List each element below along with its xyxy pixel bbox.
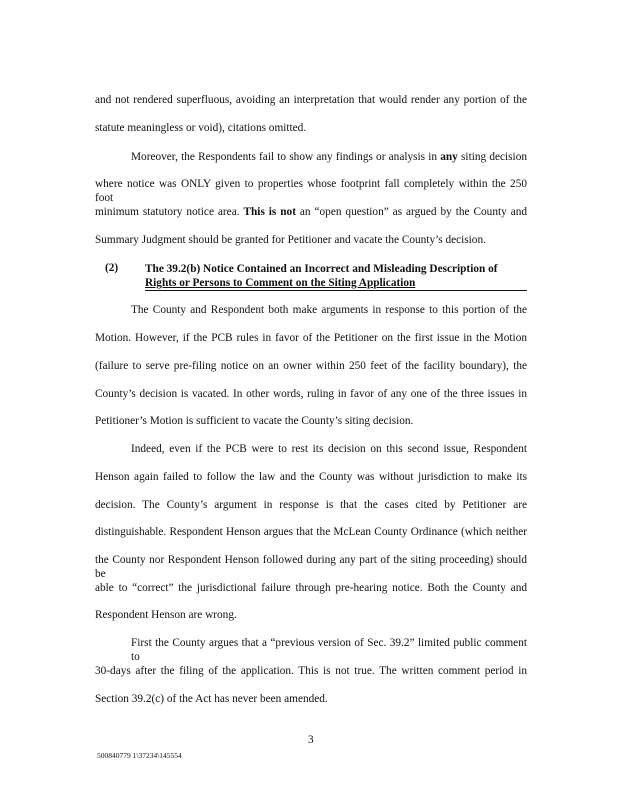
text-segment: Motion. However, if the PCB rules in favor of the Petitioner on the first issue in the Motion [95, 332, 527, 344]
text-line [131, 442, 527, 456]
text-line [95, 608, 527, 622]
text-line [95, 525, 527, 539]
text-segment: statute meaningless or void), citations omitted. [95, 122, 307, 134]
text-line [95, 414, 527, 428]
text-line [95, 664, 527, 678]
text-segment: siting decision [457, 151, 527, 163]
text-segment: Indeed, even if the PCB were to rest its decision on this second issue, Respondent [131, 443, 527, 455]
document-footer-id: 500840779 1\37234\145554 [97, 751, 182, 760]
text-line [95, 470, 527, 484]
text-line [131, 303, 527, 317]
bold-text: any [440, 151, 458, 163]
text-line [95, 177, 527, 204]
section-number: (2) [105, 262, 119, 274]
text-segment: Petitioner’s Motion is sufficient to vacate the County’s siting decision. [95, 415, 414, 427]
text-line [95, 121, 527, 135]
text-segment: Henson again failed to follow the law and the County was without jurisdiction to make its [95, 471, 527, 483]
text-segment: an “open question” as argued by the County and [295, 206, 528, 218]
text-segment: Moreover, the Respondents fail to show any findings or analysis in [131, 151, 441, 163]
text-line [95, 498, 527, 512]
text-line [95, 692, 527, 706]
text-segment: 30-days after the filing of the application. This is not true. The written comment period in [95, 665, 527, 677]
text-line [95, 205, 527, 219]
text-line [95, 331, 527, 345]
text-segment: able to “correct” the jurisdictional failure through pre-hearing notice. Both the County and [95, 582, 527, 594]
text-segment: and not rendered superfluous, avoiding an interpretation that would render any portion of the [95, 94, 527, 106]
section-heading-line-1: The 39.2(b) Notice Contained an Incorrect and Misleading Description of [145, 263, 498, 275]
text-segment: Respondent Henson are wrong. [95, 609, 237, 621]
bold-text: This is not [243, 206, 296, 218]
section-heading-line-2: Rights or Persons to Comment on the Siting Application [145, 276, 527, 291]
text-segment: Section 39.2(c) of the Act has never been amended. [95, 693, 328, 705]
text-line [95, 387, 527, 401]
text-line [95, 233, 527, 247]
text-line [95, 581, 527, 595]
text-segment: decision. The County’s argument in response is that the cases cited by Petitioner are [95, 499, 527, 511]
text-line [95, 93, 527, 107]
text-line [131, 150, 527, 164]
page-number: 3 [308, 734, 314, 746]
text-segment: distinguishable. Respondent Henson argues that the McLean County Ordinance (which neither [95, 526, 527, 538]
section-heading [145, 262, 527, 291]
text-segment: minimum statutory notice area. [95, 206, 244, 218]
text-line [131, 636, 527, 663]
text-segment: Summary Judgment should be granted for Petitioner and vacate the County’s decision. [95, 234, 486, 246]
text-line [95, 553, 527, 580]
text-segment: where notice was ONLY given to properties whose footprint fall completely within the 250 foot [95, 178, 527, 204]
text-segment: (failure to serve pre-filing notice on an owner within 250 feet of the facility boundary), the [95, 360, 527, 372]
text-segment: First the County argues that a “previous version of Sec. 39.2” limited public comment to [131, 637, 527, 663]
text-segment: the County nor Respondent Henson followed during any part of the siting proceeding) should be [95, 554, 527, 580]
text-line [95, 359, 527, 373]
text-segment: County’s decision is vacated. In other words, ruling in favor of any one of the three issues in [95, 388, 527, 400]
text-segment: The County and Respondent both make arguments in response to this portion of the [131, 304, 527, 316]
